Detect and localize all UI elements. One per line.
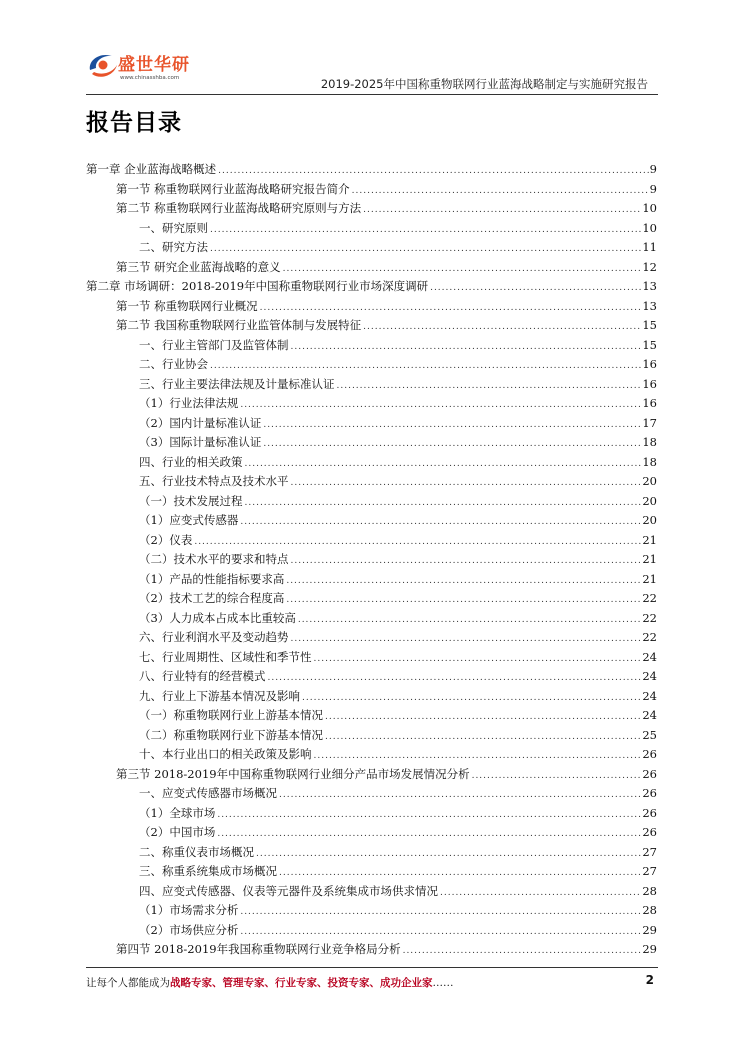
toc-entry-label: （一）技术发展过程 xyxy=(139,493,243,508)
logo-url-text: www.chinasshba.com xyxy=(120,75,180,81)
toc-entry-page: 20 xyxy=(642,493,657,508)
company-logo xyxy=(86,48,196,94)
toc-entry[interactable] xyxy=(86,511,657,531)
toc-entry[interactable] xyxy=(86,784,657,804)
toc-entry-page: 26 xyxy=(642,825,657,839)
toc-entry-label: （1）产品的性能指标要求高 xyxy=(139,571,285,586)
toc-entry-page: 9 xyxy=(649,162,657,176)
toc-entry-label: 第二节 称重物联网行业蓝海战略研究原则与方法 xyxy=(116,201,362,215)
page-heading: 报告目录 xyxy=(86,110,182,136)
toc-entry-page: 26 xyxy=(642,747,657,761)
toc-entry-page: 24 xyxy=(642,708,657,722)
toc-entry-label: （2）国内计量标准认证 xyxy=(139,415,262,430)
toc-entry-page: 12 xyxy=(642,259,657,274)
toc-entry-label: 五、行业技术特点及技术水平 xyxy=(139,474,289,488)
toc-entry-label: 八、行业特有的经营模式 xyxy=(139,669,266,683)
toc-entry[interactable] xyxy=(86,199,657,219)
toc-entry-page: 28 xyxy=(642,883,657,898)
toc-entry-page: 29 xyxy=(642,942,657,956)
toc-entry[interactable] xyxy=(86,238,657,258)
toc-entry[interactable] xyxy=(86,219,657,239)
toc-entry[interactable] xyxy=(86,804,657,824)
toc-entry-page: 20 xyxy=(642,474,657,488)
toc-entry[interactable] xyxy=(86,375,657,395)
toc-entry-page: 22 xyxy=(642,630,657,644)
logo-swoosh-icon xyxy=(86,48,120,82)
slogan-suffix: …… xyxy=(432,977,454,989)
toc-entry-page: 10 xyxy=(642,201,657,215)
toc-entry-label: 三、行业主要法律法规及计量标准认证 xyxy=(139,376,335,391)
toc-entry-label: （二）技术水平的要求和特点 xyxy=(139,552,289,566)
toc-entry-label: 一、应变式传感器市场概况 xyxy=(139,786,277,800)
toc-entry-page: 18 xyxy=(642,454,657,469)
toc-entry[interactable] xyxy=(86,745,657,765)
toc-entry[interactable] xyxy=(86,628,657,648)
toc-entry[interactable] xyxy=(86,316,657,336)
toc-entry[interactable] xyxy=(86,414,657,434)
toc-entry-label: 二、研究方法 xyxy=(139,240,208,254)
toc-entry-page: 27 xyxy=(642,844,657,859)
footer-divider xyxy=(86,967,658,968)
toc-entry-page: 13 xyxy=(642,279,657,293)
toc-entry-page: 11 xyxy=(642,240,657,254)
toc-entry-label: 第一节 称重物联网行业蓝海战略研究报告简介 xyxy=(116,181,350,196)
toc-entry-label: 二、行业协会 xyxy=(139,357,208,371)
toc-entry-label: 四、行业的相关政策 xyxy=(139,454,243,469)
toc-entry[interactable] xyxy=(86,882,657,902)
toc-entry-label: 第三节 研究企业蓝海战略的意义 xyxy=(116,259,281,274)
slogan-prefix: 让每个人都能成为 xyxy=(86,977,170,989)
toc-entry-page: 18 xyxy=(642,435,657,449)
toc-entry-label: 七、行业周期性、区域性和季节性 xyxy=(139,649,312,664)
toc-entry[interactable] xyxy=(86,433,657,453)
toc-entry[interactable] xyxy=(86,765,657,785)
toc-entry-label: 第二章 市场调研：2018-2019年中国称重物联网行业市场深度调研 xyxy=(86,279,429,293)
toc-entry[interactable] xyxy=(86,570,657,590)
toc-entry-label: 二、称重仪表市场概况 xyxy=(139,844,254,859)
toc-entry-page: 9 xyxy=(649,181,657,196)
toc-entry-page: 21 xyxy=(642,532,657,547)
toc-entry-page: 15 xyxy=(642,318,657,332)
toc-entry-page: 28 xyxy=(642,903,657,917)
toc-entry-label: 第三节 2018-2019年中国称重物联网行业细分产品市场发展情况分析 xyxy=(116,766,470,781)
toc-entry[interactable] xyxy=(86,258,657,278)
toc-entry[interactable] xyxy=(86,901,657,921)
logo-brand-text: 盛世华研 xyxy=(118,55,190,75)
toc-entry-page: 25 xyxy=(642,727,657,742)
toc-entry-page: 15 xyxy=(642,337,657,352)
toc-entry-label: （2）仪表 xyxy=(139,532,193,547)
toc-entry[interactable] xyxy=(86,667,657,687)
toc-entry-label: 六、行业利润水平及变动趋势 xyxy=(139,630,289,644)
page-number: 2 xyxy=(645,973,654,987)
toc-entry-label: 十、本行业出口的相关政策及影响 xyxy=(139,747,312,761)
toc-entry-label: （二）称重物联网行业下游基本情况 xyxy=(139,727,323,742)
toc-entry-page: 26 xyxy=(642,786,657,800)
footer-slogan xyxy=(86,975,454,990)
toc-entry-page: 27 xyxy=(642,864,657,878)
toc-entry-label: 四、应变式传感器、仪表等元器件及系统集成市场供求情况 xyxy=(139,883,438,898)
toc-entry-page: 26 xyxy=(642,805,657,820)
toc-entry[interactable] xyxy=(86,726,657,746)
toc-entry[interactable] xyxy=(86,277,657,297)
toc-entry[interactable] xyxy=(86,453,657,473)
toc-entry[interactable] xyxy=(86,472,657,492)
toc-entry[interactable] xyxy=(86,706,657,726)
toc-entry[interactable] xyxy=(86,862,657,882)
toc-entry-label: 九、行业上下游基本情况及影响 xyxy=(139,688,300,703)
toc-entry-label: 第四节 2018-2019年我国称重物联网行业竞争格局分析 xyxy=(116,942,401,956)
toc-entry-page: 10 xyxy=(642,220,657,235)
toc-entry-label: 三、称重系统集成市场概况 xyxy=(139,864,277,878)
toc-entry-page: 22 xyxy=(642,610,657,625)
toc-entry-label: （2）技术工艺的综合程度高 xyxy=(139,591,285,605)
toc-leader-dots xyxy=(403,942,642,962)
toc-entry[interactable] xyxy=(86,550,657,570)
toc-entry[interactable] xyxy=(86,394,657,414)
page-header xyxy=(0,0,744,100)
slogan-highlight: 战略专家、管理专家、行业专家、投资专家、成功企业家 xyxy=(170,977,433,989)
toc-entry-page: 22 xyxy=(642,591,657,605)
toc-entry-label: （2）市场供应分析 xyxy=(139,922,239,937)
report-title: 2019-2025年中国称重物联网行业蓝海战略制定与实施研究报告 xyxy=(320,77,648,91)
toc-entry[interactable] xyxy=(86,355,657,375)
toc-entry-label: （1）全球市场 xyxy=(139,805,216,820)
toc-entry-label: 一、行业主管部门及监管体制 xyxy=(139,337,289,352)
toc-entry[interactable] xyxy=(86,589,657,609)
toc-entry-page: 16 xyxy=(642,396,657,410)
toc-entry-label: 第一章 企业蓝海战略概述 xyxy=(86,162,217,176)
toc-entry[interactable] xyxy=(86,687,657,707)
toc-entry-page: 24 xyxy=(642,669,657,683)
toc-entry[interactable] xyxy=(86,921,657,941)
toc-entry[interactable] xyxy=(86,531,657,551)
toc-entry-page: 26 xyxy=(642,766,657,781)
toc-entry[interactable] xyxy=(86,297,657,317)
toc-entry-page: 20 xyxy=(642,513,657,527)
toc-entry[interactable] xyxy=(86,843,657,863)
toc-entry[interactable] xyxy=(86,823,657,843)
toc-entry[interactable] xyxy=(86,609,657,629)
toc-entry-page: 13 xyxy=(642,298,657,313)
toc-entry-page: 21 xyxy=(642,552,657,566)
toc-entry-page: 16 xyxy=(642,376,657,391)
toc-entry[interactable] xyxy=(86,336,657,356)
toc-entry[interactable] xyxy=(86,940,657,960)
toc-entry-label: 一、研究原则 xyxy=(139,220,208,235)
toc-entry-label: （1）行业法律法规 xyxy=(139,396,239,410)
toc-entry-label: （3）国际计量标准认证 xyxy=(139,435,262,449)
toc-entry-page: 21 xyxy=(642,571,657,586)
toc-entry-page: 24 xyxy=(642,688,657,703)
toc-entry[interactable] xyxy=(86,648,657,668)
header-divider xyxy=(86,94,658,95)
toc-entry-label: 第一节 称重物联网行业概况 xyxy=(116,298,258,313)
toc-entry[interactable] xyxy=(86,492,657,512)
toc-entry-page: 17 xyxy=(642,415,657,430)
toc-entry-page: 16 xyxy=(642,357,657,371)
toc-entry-label: （一）称重物联网行业上游基本情况 xyxy=(139,708,323,722)
toc-entry-page: 29 xyxy=(642,922,657,937)
toc-entry-label: （3）人力成本占成本比重较高 xyxy=(139,610,296,625)
toc-entry[interactable] xyxy=(86,180,657,200)
toc-entry-label: （1）应变式传感器 xyxy=(139,513,239,527)
toc-entry-label: 第二节 我国称重物联网行业监管体制与发展特征 xyxy=(116,318,362,332)
toc-entry-label: （2）中国市场 xyxy=(139,825,216,839)
toc-entry[interactable] xyxy=(86,160,657,180)
toc-entry-label: （1）市场需求分析 xyxy=(139,903,239,917)
table-of-contents xyxy=(86,160,657,960)
toc-entry-page: 24 xyxy=(642,649,657,664)
